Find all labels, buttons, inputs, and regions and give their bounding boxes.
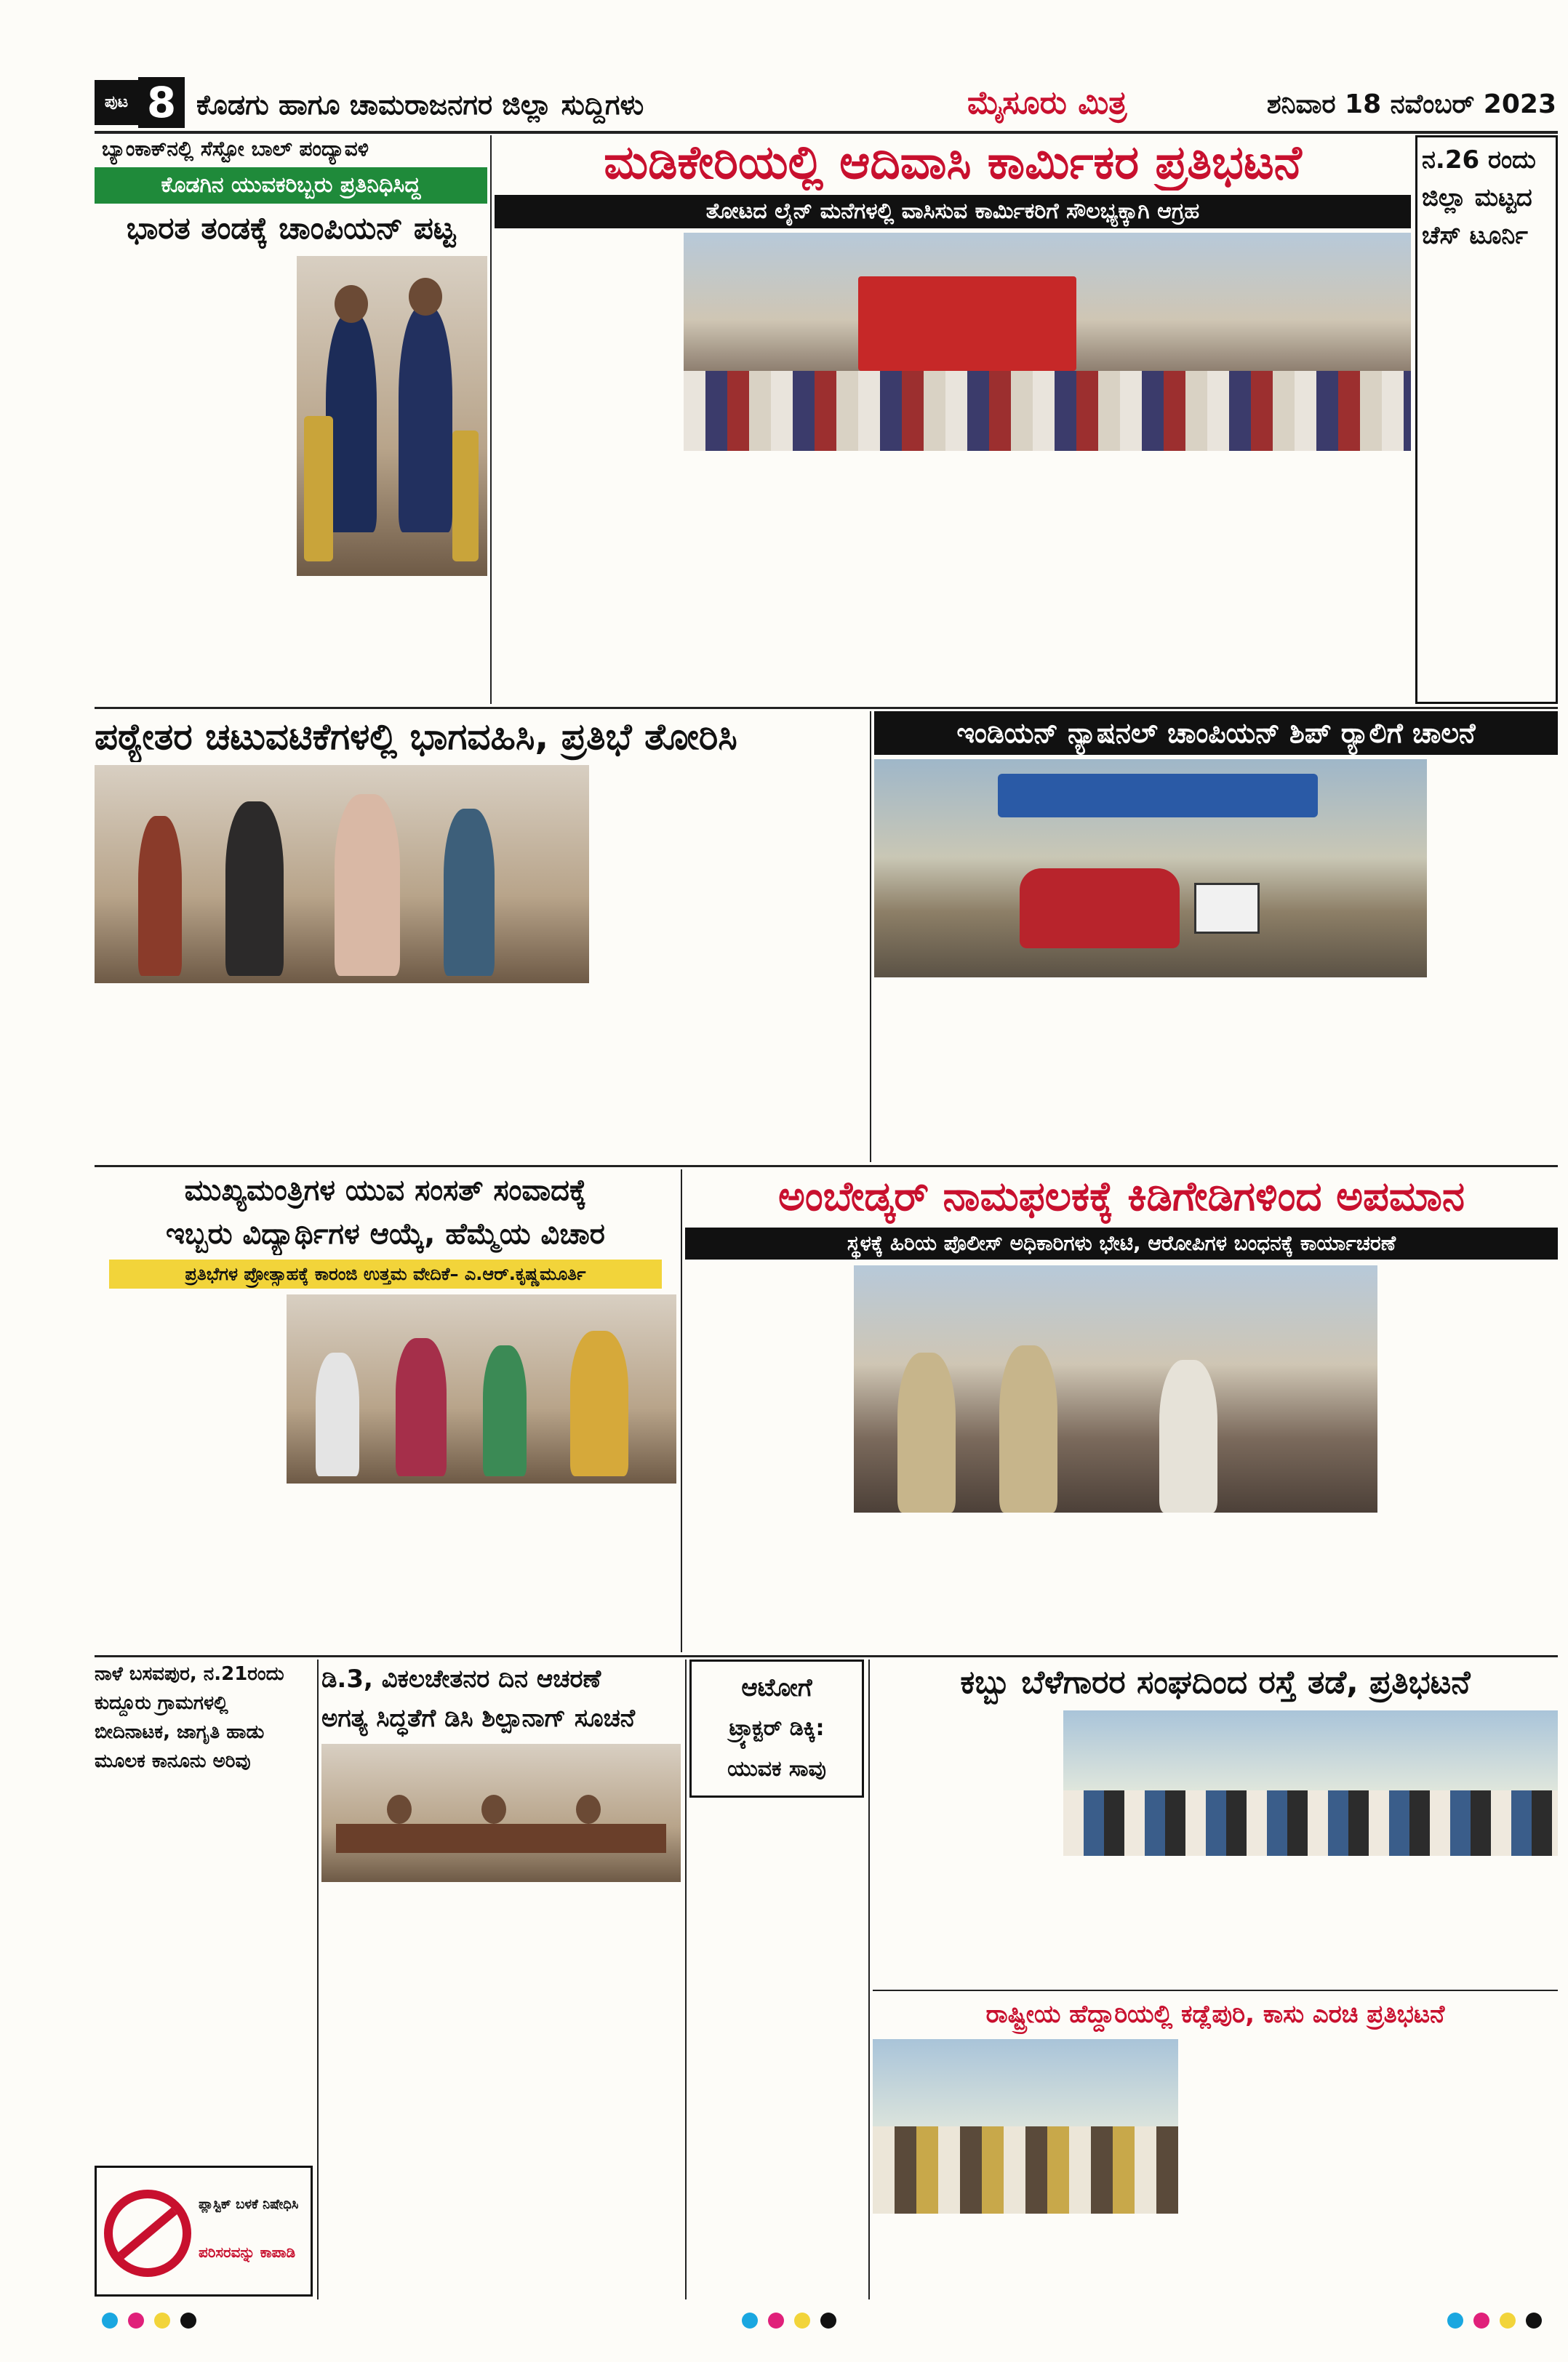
- page-label: ಪುಟ: [95, 80, 138, 125]
- headline-line-1: ನಾಳೆ ಬಸವಪುರ, ನ.21ರಂದು: [95, 1663, 284, 1685]
- highway-protest-photo: [873, 2039, 1178, 2214]
- column-1: [1434, 762, 1558, 1155]
- column-2: [1063, 1865, 1558, 1982]
- column-2: [97, 353, 287, 695]
- story-sugarcane: [873, 1660, 1558, 1987]
- story-highway-protest: [873, 1994, 1558, 2299]
- ad-line-2: ಪರಿಸರವನ್ನು ಕಾಪಾಡಿ: [199, 2243, 296, 2261]
- protest-rally-photo: [684, 233, 1411, 451]
- story-chess: [1415, 135, 1558, 704]
- road-blockade-photo: [1063, 1710, 1558, 1856]
- kicker: ಬ್ಯಾಂಕಾಕ್‌ನಲ್ಲಿ ಸೆಸ್ಟೋ ಬಾಲ್ ಪಂದ್ಯಾವಳಿ: [102, 137, 369, 161]
- column-1: [873, 1713, 1055, 1982]
- column-2: [506, 1891, 681, 2295]
- story-youth-parliament: [95, 1169, 676, 1652]
- headline-line-2: ಟ್ರ್ಯಾಕ್ಟರ್ ಡಿಕ್ಕಿ:: [729, 1716, 825, 1741]
- story-rally: [874, 711, 1558, 1162]
- masthead: [0, 76, 1568, 131]
- headline-line-1: ಆಟೋಗೆ: [741, 1673, 812, 1702]
- headline: ಅಂಬೇಡ್ಕರ್ ನಾಮಫಲಕಕ್ಕೆ ಕಿಡಿಗೇಡಿಗಳಿಂದ ಅಪಮಾನ: [777, 1173, 1465, 1220]
- column-3: [865, 460, 1040, 695]
- trophy-players-photo: [297, 256, 487, 576]
- column-2: [684, 460, 858, 695]
- headline-line-3: ಯುವಕ ಸಾವು: [727, 1756, 826, 1782]
- column-2: [874, 986, 1143, 1158]
- column-1: [873, 2221, 1178, 2297]
- children-costume-photo: [287, 1294, 676, 1484]
- headline: ಕಬ್ಬು ಬೆಳೆಗಾರರ ಸಂಘದಿಂದ ರಸ್ತೆ ತಡೆ, ಪ್ರತಿಭಟನೆ: [960, 1664, 1471, 1701]
- headline: ಮಡಿಕೇರಿಯಲ್ಲಿ ಆದಿವಾಸಿ ಕಾರ್ಮಿಕರ ಪ್ರತಿಭಟನೆ: [604, 136, 1302, 190]
- headline-line-3: ಬೀದಿನಾಟಕ, ಜಾಗೃತಿ ಹಾಡು: [95, 1721, 265, 1743]
- column-3: [345, 990, 589, 1158]
- column-3: [1386, 1268, 1558, 1646]
- story-madikeri-protest: [495, 135, 1411, 704]
- subhead: ಸ್ಥಳಕ್ಕೆ ಹಿರಿಯ ಪೊಲೀಸ್ ಅಧಿಕಾರಿಗಳು ಭೇಟಿ, ಆರೋಪಿಗಳ ಬಂಧನಕ್ಕೆ ಕಾರ್ಯಾಚರಣೆ: [685, 1228, 1558, 1260]
- rally-car-flagoff-photo: [874, 759, 1427, 977]
- headline-line-4: ಮೂಲಕ ಕಾನೂನು ಅರಿವು: [95, 1750, 251, 1772]
- headline: ರಾಷ್ಟ್ರೀಯ ಹೆದ್ದಾರಿಯಲ್ಲಿ ಕಡ್ಲೆಪುರಿ, ಕಾಸು ಎರಚಿ ಪ್ರತಿಭಟನೆ: [985, 2000, 1445, 2029]
- story-legal-awareness: [95, 1660, 313, 2299]
- meeting-hall-photo: [321, 1744, 681, 1882]
- column-2: [854, 1521, 1377, 1646]
- headline-line-2: ಅಗತ್ಯ ಸಿದ್ಧತೆಗೆ ಡಿಸಿ ಶಿಲ್ಪಾನಾಗ್ ಸೂಚನೆ: [321, 1704, 636, 1733]
- paper-name: ಮೈಸೂರು ಮಿತ್ರ: [967, 84, 1127, 121]
- headline-line-2: ಜಿಲ್ಲಾ ಮಟ್ಟದ: [1422, 183, 1532, 212]
- police-visit-photo: [854, 1265, 1377, 1513]
- headline-line-3: ಚೆಸ್ ಟೂರ್ನಿ: [1422, 221, 1528, 250]
- column-1: [685, 1268, 845, 1646]
- story-ambedkar: [685, 1169, 1558, 1652]
- subhead: ತೋಟದ ಲೈನ್ ಮನೆಗಳಲ್ಲಿ ವಾಸಿಸುವ ಕಾರ್ಮಿಕರಿಗೆ ಸೌಲಭ್ಯಕ್ಕಾಗಿ ಆಗ್ರಹ: [495, 195, 1411, 228]
- headline: ಭಾರತ ತಂಡಕ್ಕೆ ಚಾಂಪಿಯನ್ ಪಟ್ಟ: [126, 210, 456, 246]
- column-3: [484, 1492, 676, 1648]
- column-2: [95, 990, 335, 1158]
- headline-line-1: ಡಿ.3, ವಿಕಲಚೇತನರ ದಿನ ಆಚರಣೆ: [321, 1665, 601, 1694]
- headline: ಪಠ್ಯೇತರ ಚಟುವಟಿಕೆಗಳಲ್ಲಿ ಭಾಗವಹಿಸಿ, ಪ್ರತಿಭೆ ತೋರಿಸಿ: [95, 716, 737, 758]
- column-1: [95, 1297, 276, 1646]
- school-costume-photo: [95, 765, 589, 983]
- body: [95, 1783, 313, 2154]
- headline-line-2: ಇಬ್ಬರು ವಿದ್ಯಾರ್ಥಿಗಳ ಆಯ್ಕೆ, ಹೆಮ್ಮೆಯ ವಿಚಾರ: [166, 1217, 605, 1251]
- ad-line-1: ಪ್ಲಾಸ್ಟಿಕ್ ಬಳಕೆ ನಿಷೇಧಿಸಿ: [199, 2197, 299, 2212]
- column-2: [287, 1492, 476, 1648]
- story-disability-day: [321, 1660, 681, 2299]
- subhead: ಪ್ರತಿಭೆಗಳ ಪ್ರೋತ್ಸಾಹಕ್ಕೆ ಕಾರಂಜಿ ಉತ್ತಮ ವೇದಿಕೆ– ಎ.ಆರ್.ಕೃಷ್ಣಮೂರ್ತಿ: [109, 1260, 662, 1289]
- column-4: [1047, 460, 1222, 695]
- story-sestoball: [95, 135, 487, 704]
- column-1: [495, 237, 676, 695]
- column-1: [321, 1891, 496, 2295]
- column-4: [596, 990, 865, 1158]
- column-5: [1229, 460, 1411, 695]
- headline-line-1: ನ.26 ರಂದು: [1422, 145, 1536, 175]
- column-3: [1154, 986, 1427, 1158]
- body: [689, 1806, 864, 2294]
- issue-date: ಶನಿವಾರ 18 ನವೆಂಬರ್ 2023: [1266, 89, 1556, 119]
- story-extracurricular: [95, 711, 865, 1162]
- section-title: ಕೊಡಗು ಹಾಗೂ ಚಾಮರಾಜನಗರ ಜಿಲ್ಲಾ ಸುದ್ದಿಗಳು: [196, 89, 644, 121]
- headline-line-2: ಕುದ್ದೂರು ಗ್ರಾಮಗಳಲ್ಲಿ: [95, 1692, 228, 1714]
- headline-line-1: ಮುಖ್ಯಮಂತ್ರಿಗಳ ಯುವ ಸಂಸತ್ ಸಂವಾದಕ್ಕೆ: [184, 1174, 587, 1207]
- column-1: [596, 769, 865, 980]
- column-3: [297, 582, 487, 698]
- column-1: [97, 259, 287, 346]
- headline: ಇಂಡಿಯನ್ ನ್ಯಾಷನಲ್ ಚಾಂಪಿಯನ್ ಶಿಪ್ ರ‍್ಯಾಲಿಗೆ ಚಾಲನೆ: [874, 711, 1558, 755]
- plastic-ad: [95, 2166, 313, 2297]
- body: [1422, 261, 1553, 697]
- story-accident: [689, 1660, 864, 2299]
- column-2: [1187, 2039, 1558, 2297]
- banner-line: ಕೊಡಗಿನ ಯುವಕರಿಬ್ಬರು ಪ್ರತಿನಿಧಿಸಿದ್ದ: [95, 167, 487, 204]
- headline-box: [689, 1660, 864, 1798]
- page-number: 8: [138, 77, 185, 128]
